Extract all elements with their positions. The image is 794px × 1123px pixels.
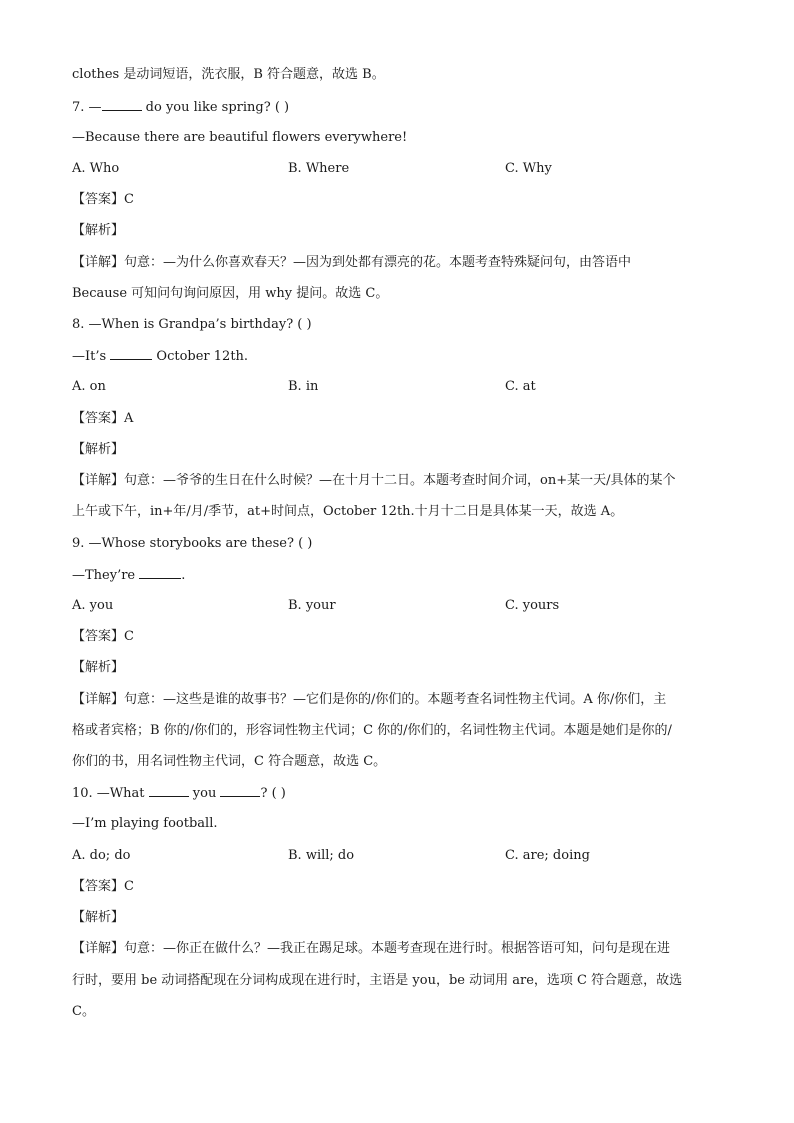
- intro-text: clothes 是动词短语，洗衣服，B 符合题意，故选 B。: [72, 67, 385, 82]
- reply-pre: —It’s: [72, 349, 111, 364]
- question-10-detail-line-1: 【详解】句意：—你正在做什么？—我正在踢足球。本题考查现在进行时。根据答语可知，问句是现在进: [72, 941, 671, 956]
- answer-blank-2: [220, 784, 260, 797]
- question-8-option-c: C. at: [505, 379, 536, 394]
- question-7-detail-line-2: Because 可知问句询问原因，用 why 提问。故选 C。: [72, 286, 389, 301]
- question-7-answer: 【答案】C: [72, 192, 134, 207]
- question-7-stem: [72, 98, 722, 117]
- question-10-option-c: C. are; doing: [505, 848, 590, 863]
- question-10-detail-line-3: C。: [72, 1004, 95, 1019]
- question-9-option-b: B. your: [288, 598, 336, 613]
- question-8-answer: 【答案】A: [72, 411, 134, 426]
- question-10-reply: —I’m playing football.: [72, 816, 218, 831]
- question-10-option-b: B. will; do: [288, 848, 355, 863]
- answer-blank: [102, 98, 142, 111]
- reply-post: October 12th.: [152, 349, 249, 364]
- question-7-detail-line-1: 【详解】句意：—为什么你喜欢春天？—因为到处都有漂亮的花。本题考查特殊疑问句，由答语中: [72, 255, 632, 270]
- question-8-stem: 8. —When is Grandpa’s birthday? ( ): [72, 317, 312, 332]
- stem-pre: 7. —: [72, 100, 102, 115]
- question-9-option-c: C. yours: [505, 598, 560, 613]
- stem-c: ? ( ): [260, 786, 286, 801]
- question-9-option-a: A. you: [72, 598, 114, 613]
- question-9-analysis: 【解析】: [72, 660, 125, 675]
- question-10-answer: 【答案】C: [72, 879, 134, 894]
- question-8-detail-line-1: 【详解】句意：—爷爷的生日在什么时候？—在十月十二日。本题考查时间介词，on+某一天/具体的某个: [72, 473, 676, 488]
- question-8-option-b: B. in: [288, 379, 319, 394]
- answer-blank: [110, 347, 152, 360]
- question-9-detail-line-2: 格或者宾格；B 你的/你们的，形容词性物主代词；C 你的/你们的，名词性物主代词。本题是她们是你的/: [72, 723, 672, 738]
- answer-blank-1: [149, 784, 189, 797]
- question-7-option-b: B. Where: [288, 161, 350, 176]
- answer-blank: [139, 566, 181, 579]
- question-10-stem: [72, 784, 722, 803]
- stem-b: you: [188, 786, 221, 801]
- stem-a: 10. —What: [72, 786, 149, 801]
- question-7-option-a: A. Who: [72, 161, 120, 176]
- question-7-analysis: 【解析】: [72, 223, 125, 238]
- question-9-reply: [72, 566, 722, 585]
- question-10-analysis: 【解析】: [72, 910, 125, 925]
- reply-post: .: [181, 568, 186, 583]
- question-8-analysis: 【解析】: [72, 442, 125, 457]
- question-10-detail-line-2: 行时，要用 be 动词搭配现在分词构成现在进行时，主语是 you，be 动词用 are，选项 C 符合题意，故选: [72, 973, 683, 988]
- question-10-option-a: A. do; do: [72, 848, 131, 863]
- question-8-option-a: A. on: [72, 379, 106, 394]
- question-9-detail-line-3: 你们的书，用名词性物主代词，C 符合题意，故选 C。: [72, 754, 387, 769]
- reply-pre: —They’re: [72, 568, 140, 583]
- question-9-stem: 9. —Whose storybooks are these? ( ): [72, 536, 313, 551]
- question-9-detail-line-1: 【详解】句意：—这些是谁的故事书？—它们是你的/你们的。本题考查名词性物主代词。A 你/你们，主: [72, 692, 667, 707]
- question-7-reply: —Because there are beautiful flowers everywhere!: [72, 130, 408, 145]
- question-8-detail-line-2: 上午或下午，in+年/月/季节，at+时间点，October 12th.十月十二日是具体某一天，故选 A。: [72, 504, 624, 519]
- stem-post: do you like spring? ( ): [141, 100, 290, 115]
- question-9-answer: 【答案】C: [72, 629, 134, 644]
- question-7-option-c: C. Why: [505, 161, 552, 176]
- question-8-reply: [72, 347, 722, 366]
